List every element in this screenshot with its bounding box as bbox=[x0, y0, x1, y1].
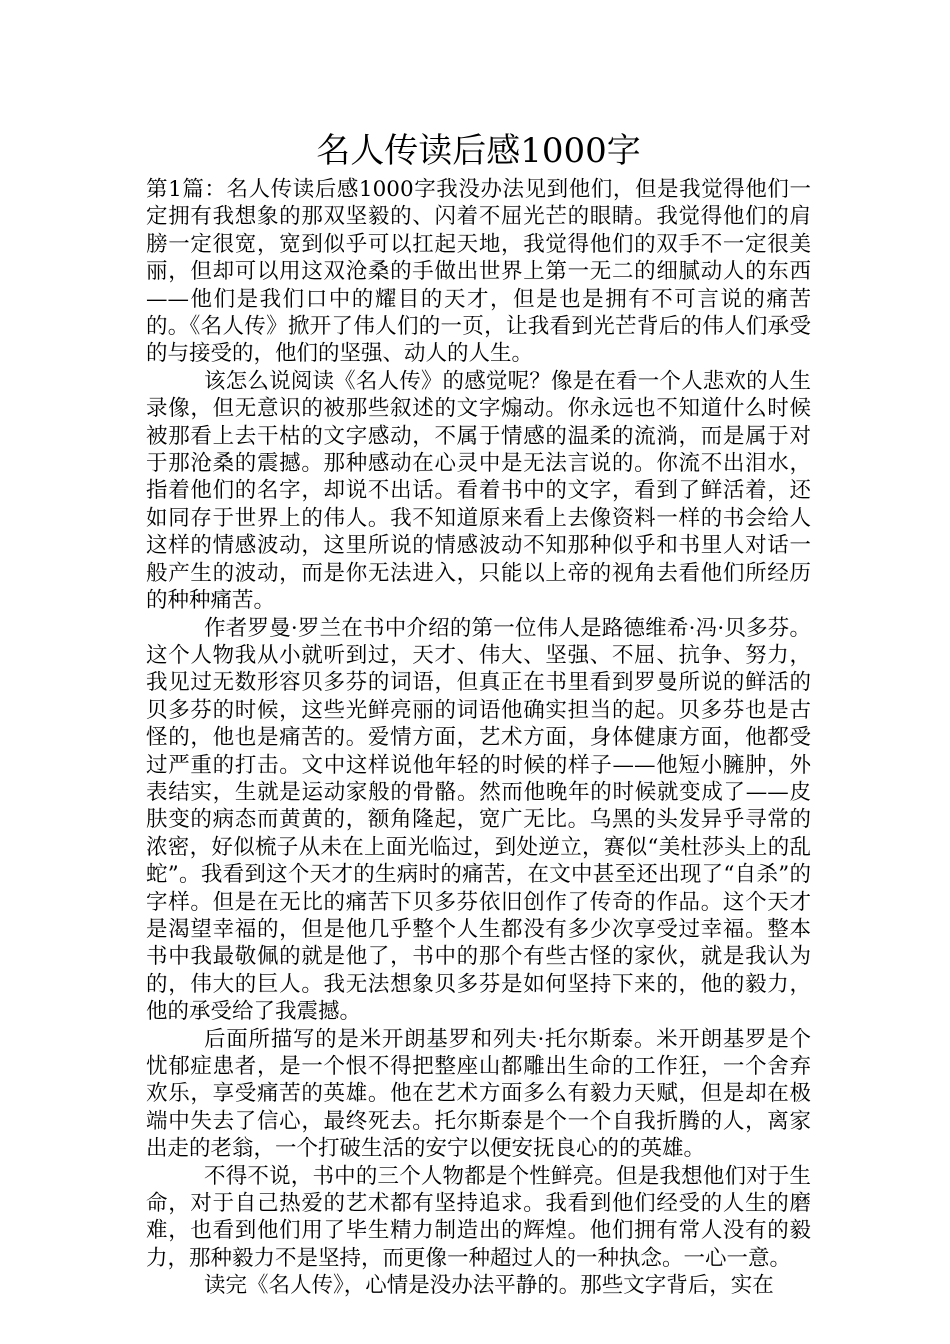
document-title: 名人传读后感1000字 bbox=[316, 131, 641, 171]
document-body bbox=[146, 176, 811, 1300]
paragraph-6: 读完《名人传》，心情是没办法平静的。那些文字背后，实在 bbox=[204, 1273, 774, 1299]
document-page bbox=[146, 126, 811, 1300]
paragraph-4: 后面所描写的是米开朗基罗和列夫·托尔斯泰。米开朗基罗是个忧郁症患者，是一个恨不得把整座山都雕出生命的工作狂，一个舍弃欢乐，享受痛苦的英雄。他在艺术方面多么有毅力天赋，但是却在极端中失去了信心，最终死去。托尔斯泰是个一个自我折腾的人，离家出走的老翁，一个打破生活的安宁以便安抚良心的的英雄。 bbox=[146, 1026, 811, 1162]
paragraph-1: 第1篇：名人传读后感1000字我没办法见到他们，但是我觉得他们一定拥有我想象的那双坚毅的、闪着不屈光芒的眼睛。我觉得他们的肩膀一定很宽，宽到似乎可以扛起天地，我觉得他们的双手不一定很美丽，但却可以用这双沧桑的手做出世界上第一无二的细腻动人的东西——他们是我们口中的耀目的天才，但是也是拥有不可言说的痛苦的。《名人传》掀开了伟人们的一页，让我看到光芒背后的伟人们承受的与接受的，他们的坚强、动人的人生。 bbox=[146, 177, 811, 367]
paragraph-3: 作者罗曼·罗兰在书中介绍的第一位伟人是路德维希·冯·贝多芬。这个人物我从小就听到过，天才、伟大、坚强、不屈、抗争、努力，我见过无数形容贝多芬的词语，但真正在书里看到罗曼所说的鲜活的贝多芬的时候，这些光鲜亮丽的词语他确实担当的起。贝多芬也是古怪的，他也是痛苦的。爱情方面，艺术方面，身体健康方面，他都受过严重的打击。文中这样说他年轻的时候的样子——他短小臃肿，外表结实，生就是运动家般的骨骼。然而他晚年的时候就变成了——皮肤变的病态而黄黄的，额角隆起，宽广无比。乌黑的头发异乎寻常的浓密，好似梳子从未在上面光临过，到处逆立，赛似“美杜莎头上的乱蛇”。我看到这个天才的生病时的痛苦，在文中甚至还出现了“自杀”的字样。但是在无比的痛苦下贝多芬依旧创作了传奇的作品。这个天才是渴望幸福的，但是他几乎整个人生都没有多少次享受过幸福。整本书中我最敬佩的就是他了，书中的那个有些古怪的家伙，就是我认为的，伟大的巨人。我无法想象贝多芬是如何坚持下来的，他的毅力，他的承受给了我震撼。 bbox=[146, 615, 811, 1025]
paragraph-2: 该怎么说阅读《名人传》的感觉呢？像是在看一个人悲欢的人生录像，但无意识的被那些叙述的文字煽动。你永远也不知道什么时候被那看上去干枯的文字感动，不属于情感的温柔的流淌，而是属于对于那沧桑的震撼。那种感动在心灵中是无法言说的。你流不出泪水，指着他们的名字，却说不出话。看着书中的文字，看到了鲜活着，还如同存于世界上的伟人。我不知道原来看上去像资料一样的书会给人这样的情感波动，这里所说的情感波动不知那种似乎和书里人对话一般产生的波动，而是你无法进入，只能以上帝的视角去看他们所经历的种种痛苦。 bbox=[146, 368, 811, 614]
paragraph-5: 不得不说，书中的三个人物都是个性鲜亮。但是我想他们对于生命，对于自己热爱的艺术都有坚持追求。我看到他们经受的人生的磨难，也看到他们用了毕生精力制造出的辉煌。他们拥有常人没有的毅力，那种毅力不是坚持，而更像一种超过人的一种执念。一心一意。 bbox=[146, 1163, 811, 1271]
